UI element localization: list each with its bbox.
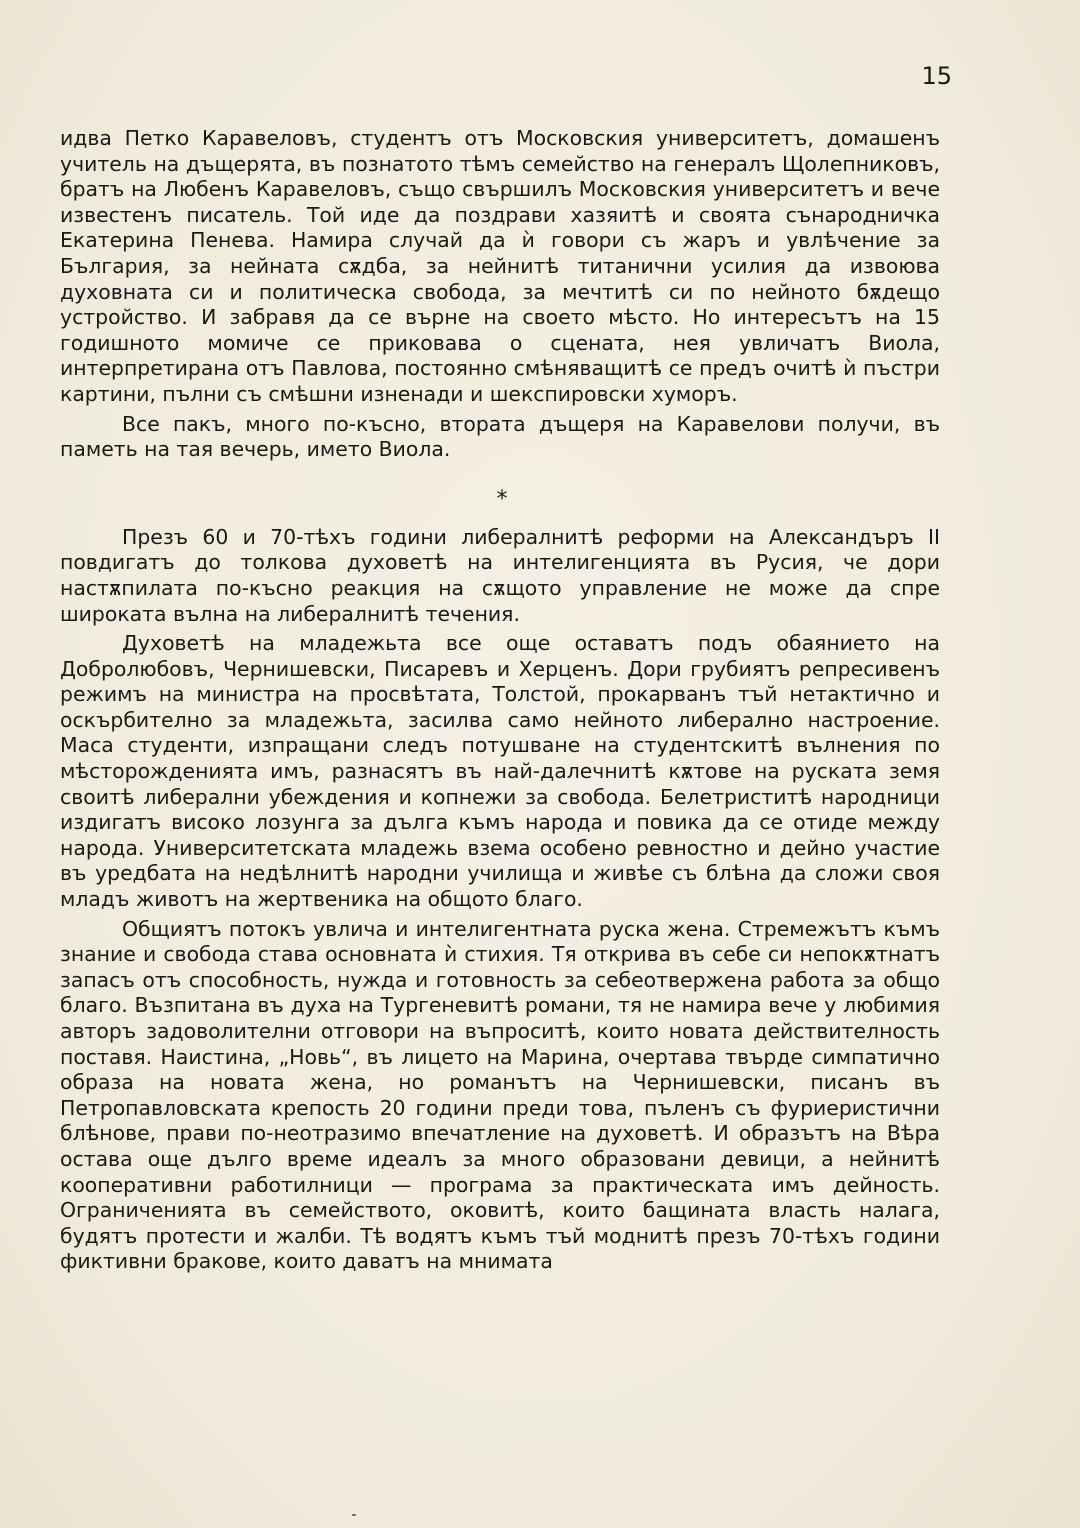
paragraph-continued: идва Петко Каравеловъ, студентъ отъ Московския университетъ, домашенъ учитель на дъщерята, въ познатото тѣмъ семейство на генералъ Щолепниковъ, братъ на Любенъ Каравеловъ, също свършилъ Московския университетъ и вече известенъ писатель. Той иде да поздрави хазяитѣ и своята сънародничка Екатерина Пенева. Намира случай да ѝ говори съ жаръ и увлѣчение за България, за нейната сѫдба, за нейнитѣ титанични усилия да извоюва духовната си и политическа свобода, за мечтитѣ си по нейното бѫдещо устройство. И забравя да се върне на своето мѣсто. Но интересътъ на 15 годишното момиче се приковава о сцената, нея увличатъ Виола, интерпретирана отъ Павлова, постоянно смѣняващитѣ се предъ очитѣ ѝ пъстри картини, пълни съ смѣшни изненади и шекспировски хуморъ. [60,126,940,406]
paragraph-reforms: Презъ 60 и 70-тѣхъ години либералнитѣ реформи на Александъръ II повдигатъ до толкова духоветѣ на интелигенцията въ Русия, че дори настѫпилата по-късно реакция на сѫщото управление не може да спре широката вълна на либералнитѣ течения. [60,524,940,626]
paragraph-viola-name: Все пакъ, много по-късно, втората дъщеря на Каравелови получи, въ паметь на тая вечерь, името Виола. [60,411,940,462]
body-text [60,126,940,1275]
paper-speck [352,1514,356,1516]
section-separator-asterisk: * [496,486,508,512]
paragraph-russian-woman: Общиятъ потокъ увлича и интелигентната руска жена. Стремежътъ къмъ знание и свобода става основната ѝ стихия. Тя открива въ себе си непокѫтнатъ запасъ отъ способность, нужда и готовность за себеотвержена работа за общо благо. Възпитана въ духа на Тургеневитѣ романи, тя не намира вече у любимия авторъ задоволителни отговори на въпроситѣ, които новата действителность поставя. Наистина, „Новь“, въ лицето на Марина, очертава твърде симпатично образа на новата жена, но романътъ на Чернишевски, писанъ въ Петропавловската крепость 20 години преди това, пъленъ съ фуриеристични блѣнове, прави по-неотразимо впечатление на духоветѣ. И образътъ на Вѣра остава още дълго време идеалъ за много образовани девици, а нейнитѣ кооперативни работилници — програма за практическата имъ дейность. Ограниченията въ семейството, оковитѣ, които бащината власть налага, будятъ протести и жалби. Тѣ водятъ къмъ тъй моднитѣ презъ 70-тѣхъ години фиктивни бракове, които даватъ на мнимата [60,916,940,1274]
page-number: 15 [921,62,952,90]
paragraph-youth-spirit: Духоветѣ на младежьта все още оставатъ подъ обаянието на Добролюбовъ, Чернишевски, Писаревъ и Херценъ. Дори грубиятъ репресивенъ режимъ на министра на просвѣтата, Толстой, прокарванъ тъй нетактично и оскърбително за младежьта, засилва само нейното либерално настроение. Маса студенти, изпращани следъ потушване на студентскитѣ вълнения по мѣсторожденията имъ, разнасятъ въ най-далечнитѣ кѫтове на руската земя своитѣ либерални убеждения и копнежи за свобода. Белетриститѣ народници издигатъ високо лозунга за дълга къмъ народа и повика да се отиде между народа. Университетската младежь взема особено ревностно и дейно участие въ уредбата на недѣлнитѣ народни училища и живѣе съ блѣна да сложи своя младъ животъ на жертвеника на общото благо. [60,631,940,912]
